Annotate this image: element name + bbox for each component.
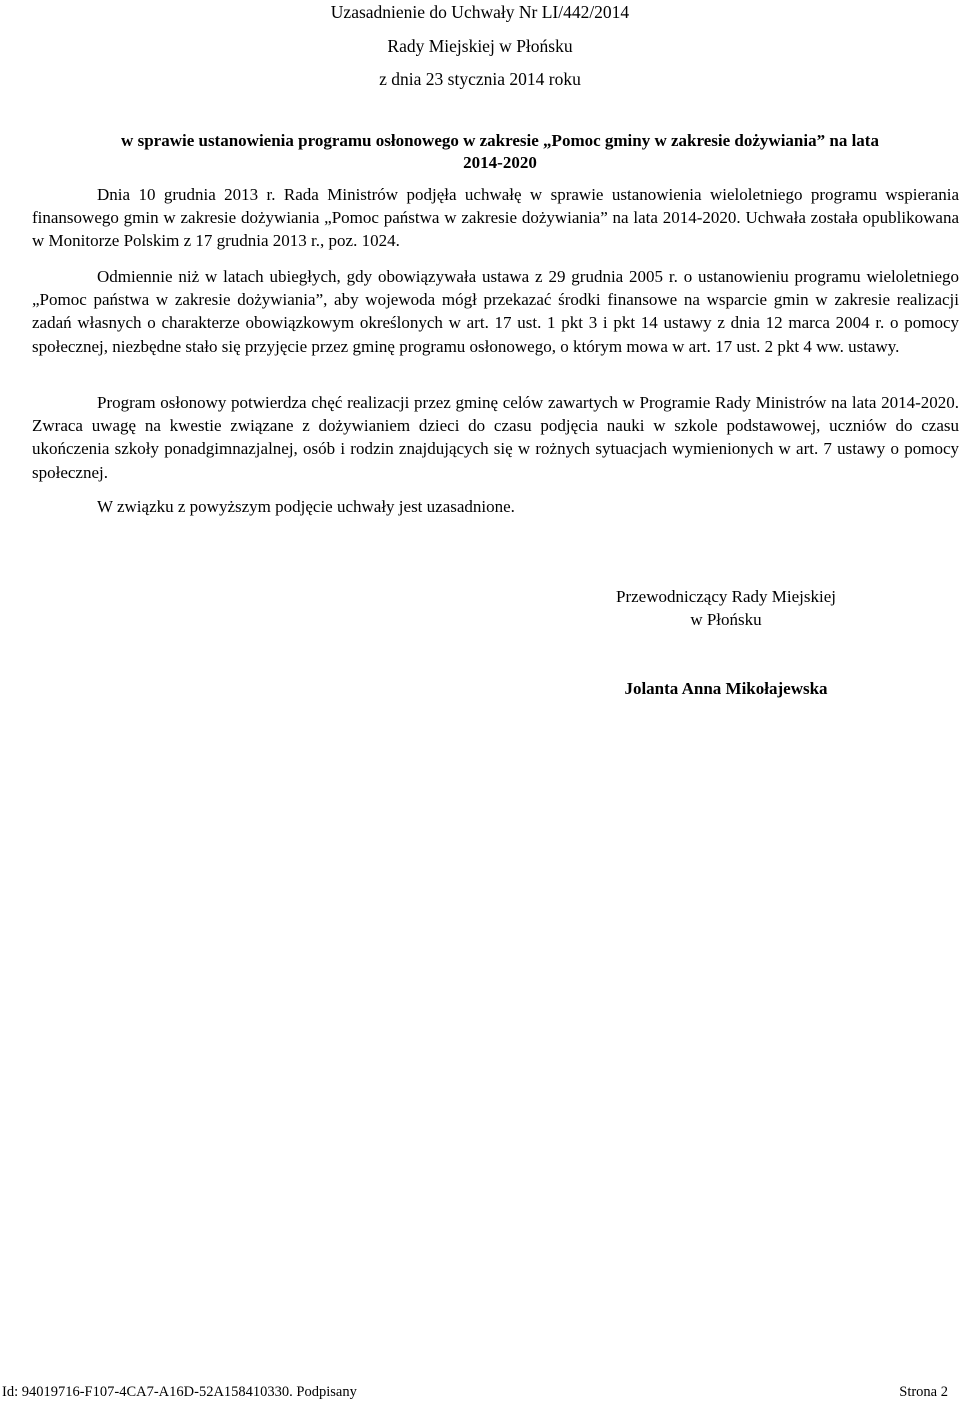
signature-title-line1: Przewodniczący Rady Miejskiej xyxy=(616,587,836,606)
body-paragraph-2: Odmiennie niż w latach ubiegłych, gdy obowiązywała ustawa z 29 grudnia 2005 r. o ustanowieniu programu wieloletniego „Pomoc państwa w zakresie dożywiania”, aby wojewoda mógł przekazać środki finansowe na wsparcie gmin w zakresie realizacji zadań własnych o charakterze obowiązkowym określonych w art. 17 ust. 1 pkt 3 i pkt 14 ustawy z dnia 12 marca 2004 r. o pomocy społecznej, niezbędne stało się przyjęcie przez gminę programu osłonowego, o którym mowa w art. 17 ust. 2 pkt 4 ww. ustawy. xyxy=(32,267,959,356)
body-paragraph-4: W związku z powyższym podjęcie uchwały jest uzasadnione. xyxy=(97,497,515,516)
footer-document-id: Id: 94019716-F107-4CA7-A16D-52A158410330. Podpisany xyxy=(2,1384,357,1400)
document-issuer: Rady Miejskiej w Płońsku xyxy=(387,36,573,56)
footer-page-number: Strona 2 xyxy=(899,1384,948,1400)
signature-title-line2: w Płońsku xyxy=(690,610,762,629)
signature-name: Jolanta Anna Mikołajewska xyxy=(624,679,828,698)
body-paragraph-3: Program osłonowy potwierdza chęć realizacji przez gminę celów zawartych w Programie Rady Ministrów na lata 2014-2020. Zwraca uwagę na kwestie związane z dożywianiem dzieci do czasu podjęcia nauki w szkole podstawowej, uczniów do czasu ukończenia szkoły ponadgimnazjalnej, osób i rodzin znajdujących się w rożnych sytuacjach wymienionych w art. 7 ustawy o pomocy społecznej. xyxy=(32,393,959,482)
document-date: z dnia 23 stycznia 2014 roku xyxy=(379,69,581,89)
document-title: Uzasadnienie do Uchwały Nr LI/442/2014 xyxy=(330,2,630,22)
document-subject-line2: 2014-2020 xyxy=(463,153,537,172)
document-subject-line1: w sprawie ustanowienia programu osłonowego w zakresie „Pomoc gminy w zakresie dożywiania” na lata xyxy=(121,131,879,150)
body-paragraph-1: Dnia 10 grudnia 2013 r. Rada Ministrów podjęła uchwałę w sprawie ustanowienia wieloletniego programu wspierania finansowego gmin w zakresie dożywiania „Pomoc państwa w zakresie dożywiania” na lata 2014-2020. Uchwała została opublikowana w Monitorze Polskim z 17 grudnia 2013 r., poz. 1024. xyxy=(32,185,959,251)
